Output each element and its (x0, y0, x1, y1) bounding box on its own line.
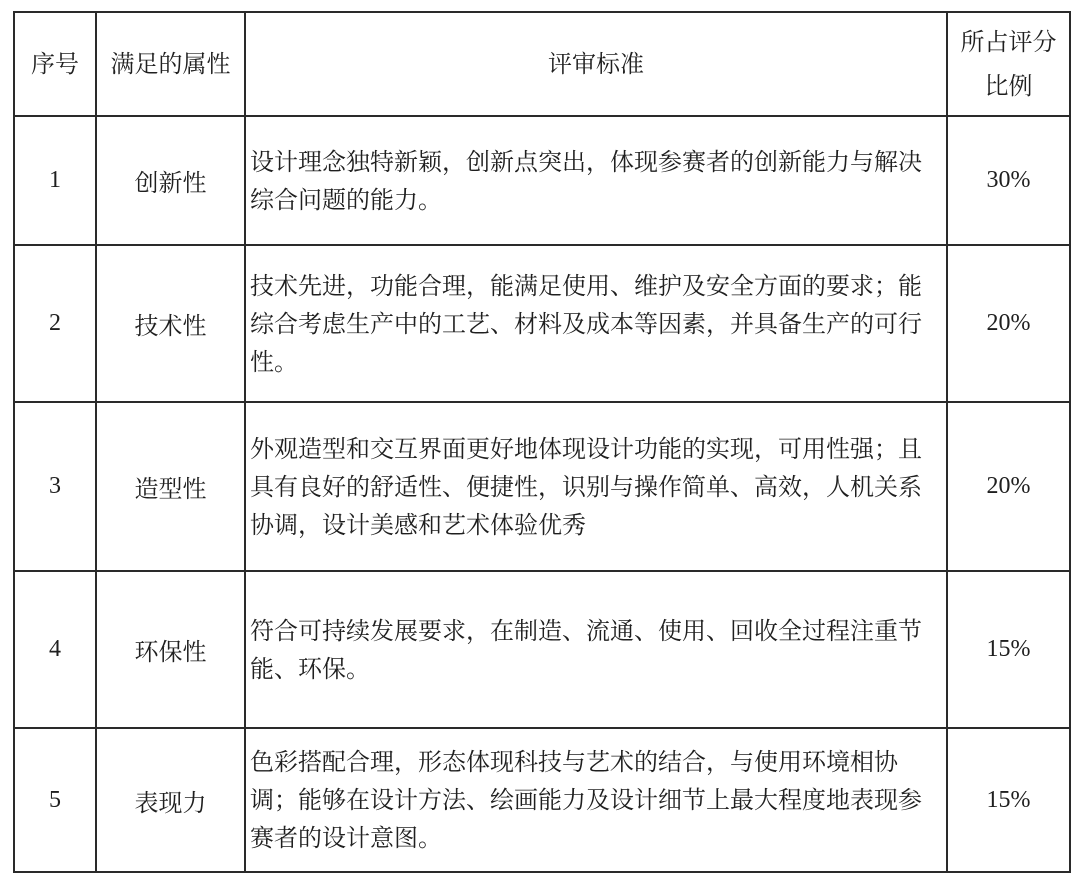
row-index: 4 (14, 571, 96, 728)
row-index: 5 (14, 728, 96, 872)
row-criteria: 技术先进，功能合理，能满足使用、维护及安全方面的要求；能综合考虑生产中的工艺、材料及成本等因素，并具备生产的可行性。 (245, 245, 947, 402)
row-attribute: 造型性 (96, 402, 245, 571)
table-row (14, 402, 1070, 571)
header-row (14, 12, 1070, 116)
row-weight: 30% (947, 116, 1070, 245)
row-attribute: 表现力 (96, 728, 245, 872)
header-weight-line2: 比例 (984, 72, 1033, 100)
row-attribute: 创新性 (96, 116, 245, 245)
row-criteria: 设计理念独特新颖，创新点突出，体现参赛者的创新能力与解决综合问题的能力。 (245, 116, 947, 245)
row-weight: 20% (947, 245, 1070, 402)
table-row (14, 245, 1070, 402)
row-index: 1 (14, 116, 96, 245)
header-index: 序号 (14, 12, 96, 116)
header-attribute: 满足的属性 (96, 12, 245, 116)
row-weight: 15% (947, 728, 1070, 872)
row-index: 2 (14, 245, 96, 402)
row-weight: 20% (947, 402, 1070, 571)
evaluation-criteria-table (13, 11, 1071, 873)
table-row (14, 116, 1070, 245)
row-criteria: 色彩搭配合理，形态体现科技与艺术的结合，与使用环境相协调；能够在设计方法、绘画能力及设计细节上最大程度地表现参赛者的设计意图。 (245, 728, 947, 872)
row-weight: 15% (947, 571, 1070, 728)
row-index: 3 (14, 402, 96, 571)
row-criteria: 外观造型和交互界面更好地体现设计功能的实现，可用性强；且具有良好的舒适性、便捷性，识别与操作简单、高效，人机关系协调，设计美感和艺术体验优秀 (245, 402, 947, 571)
row-attribute: 环保性 (96, 571, 245, 728)
table-row (14, 571, 1070, 728)
row-attribute: 技术性 (96, 245, 245, 402)
header-weight-line1: 所占评分 (960, 28, 1057, 56)
header-weight (947, 12, 1070, 116)
header-criteria: 评审标准 (245, 12, 947, 116)
row-criteria: 符合可持续发展要求，在制造、流通、使用、回收全过程注重节能、环保。 (245, 571, 947, 728)
table-row (14, 728, 1070, 872)
